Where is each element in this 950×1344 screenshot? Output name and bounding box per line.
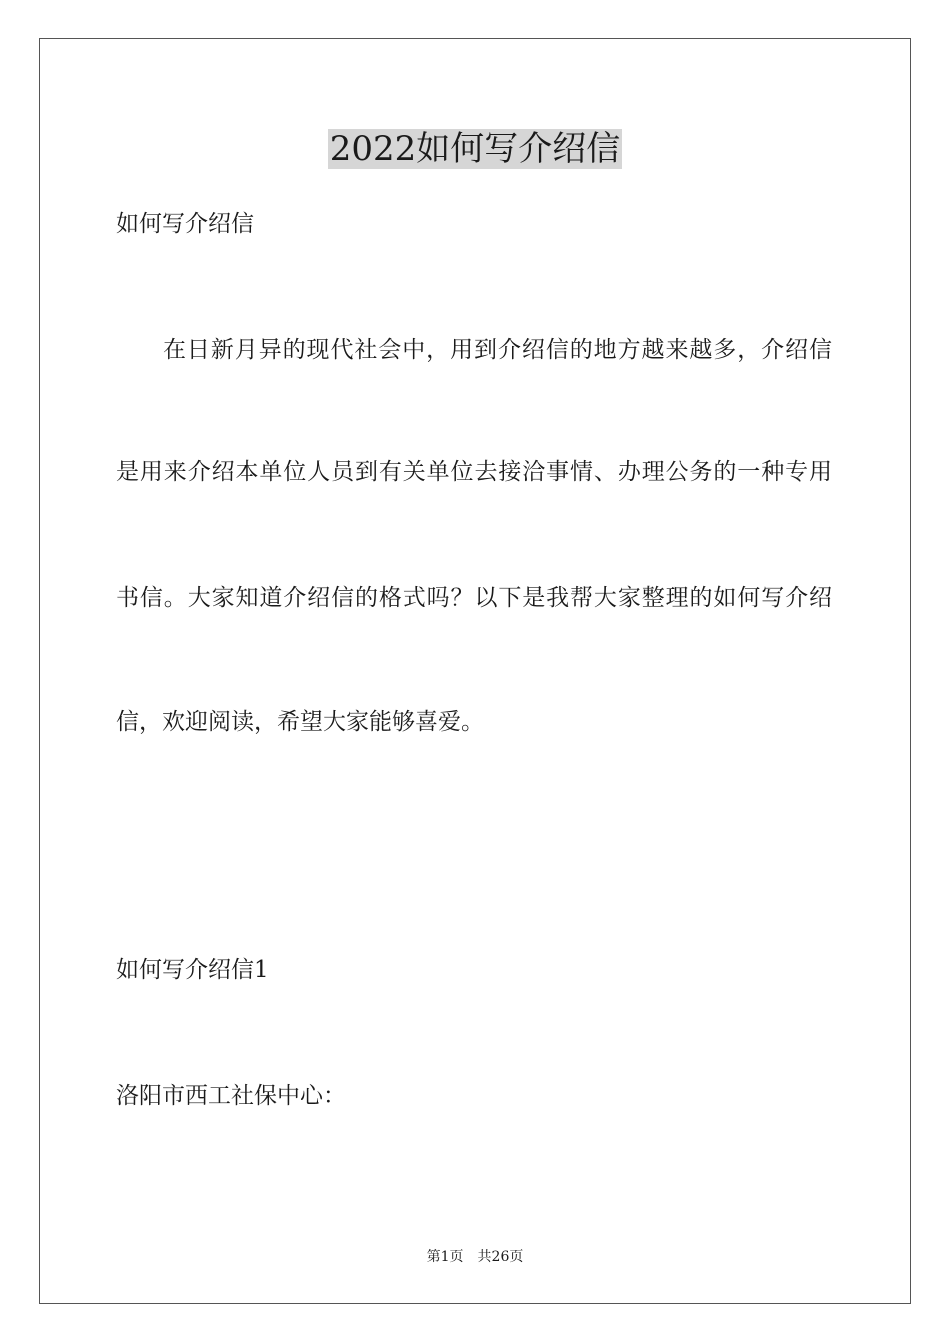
document-title (0, 128, 950, 170)
intro-line-4: 信，欢迎阅读，希望大家能够喜爱。 (116, 709, 484, 735)
intro-line-2: 是用来介绍本单位人员到有关单位去接洽事情、办理公务的一种专用 (116, 459, 832, 485)
page-number-footer: 第1页 共26页 (426, 1249, 524, 1265)
intro-line-1: 在日新月异的现代社会中，用到介绍信的地方越来越多，介绍信 (163, 337, 832, 363)
section-heading: 如何写介绍信1 (116, 957, 269, 983)
title-text: 2022如何写介绍信 (329, 129, 621, 169)
intro-line-3: 书信。大家知道介绍信的格式吗？以下是我帮大家整理的如何写介绍 (116, 585, 832, 611)
salutation: 洛阳市西工社保中心： (116, 1083, 346, 1109)
subtitle: 如何写介绍信 (116, 211, 254, 237)
